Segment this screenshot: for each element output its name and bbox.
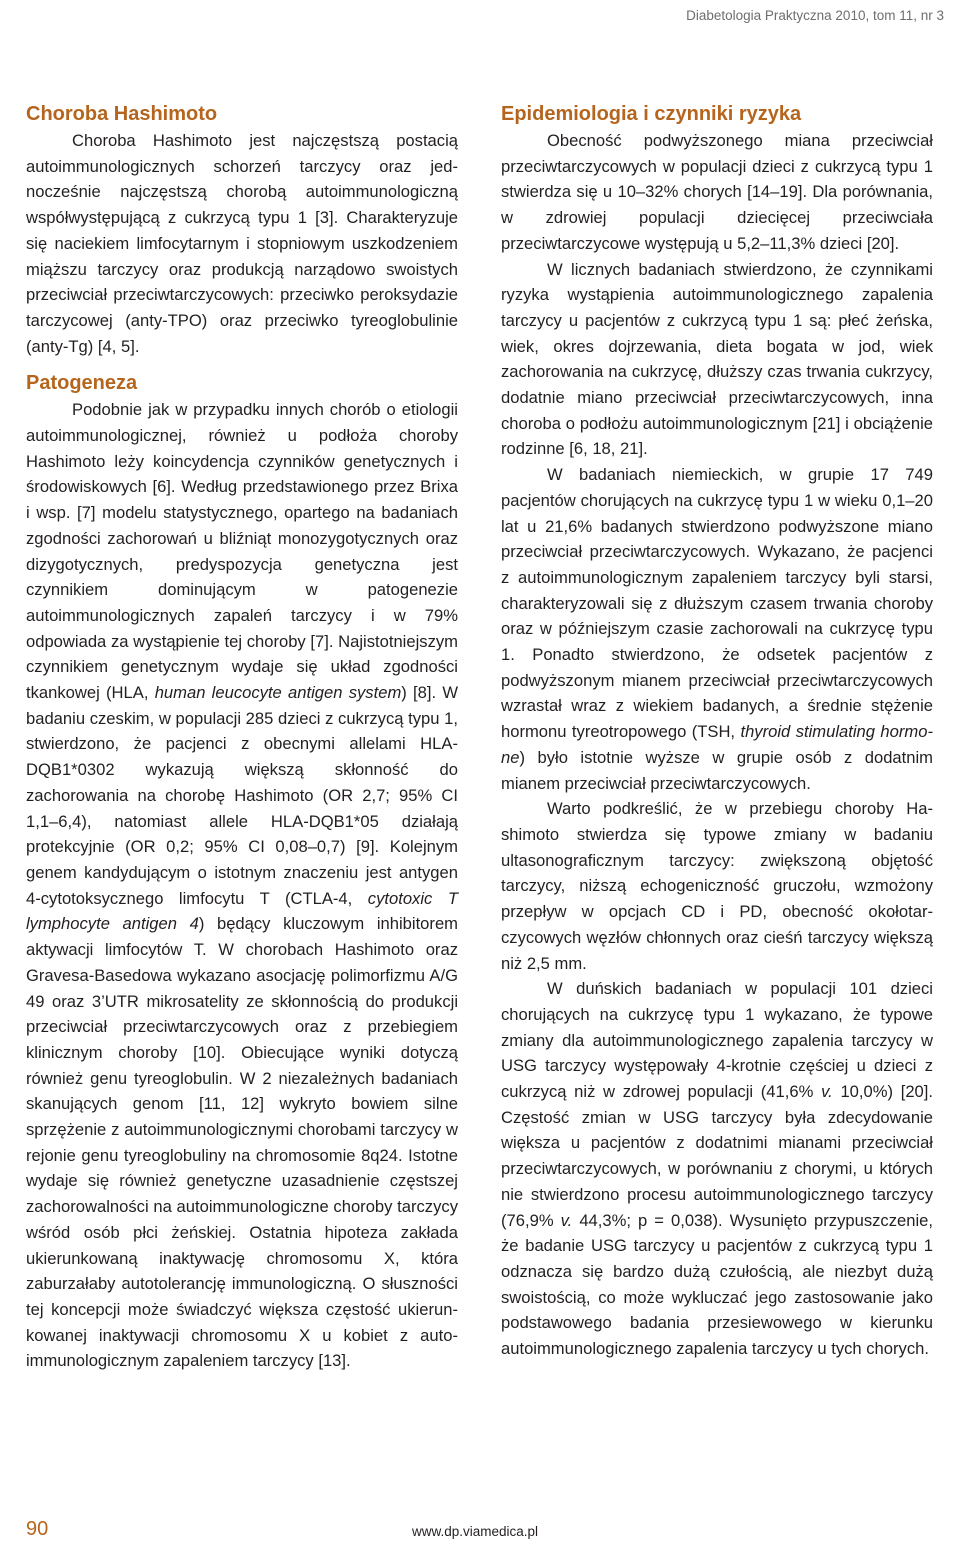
journal-url: www.dp.viamedica.pl [412, 1524, 539, 1539]
paragraph-danish-study [501, 976, 933, 1362]
page-number: 90 [26, 1518, 49, 1540]
paragraph-text: ) [8]. W badaniu czeskim, w populacji 285 dzieci z cukrzycą typu 1, stwierdzono, że pacjenci z obecnymi allelami HLA-DQB1*0302 wykazują większą skłonność do zachorowania na chorobę Hashimoto (OR 2,7; 95% CI 1,1–6,4), natomiast allele HLA-DQB1*05 działają protekcyjnie (OR 0,2; 95% CI 0,08–0,7) [9]. Kolejnym genem kandydującym o istotnym znaczeniu jest antygen 4-cytotoksycznego limfocytu T (CTLA-4, [26, 683, 458, 908]
paragraph-text: Choroba Hashimoto jest najczęstszą postacią autoimmunologicznych schorzeń tarczycy oraz jednocześnie najczęstszą chorobą autoimmunologiczną współwystępującą z cukrzycą typu 1 [3]. Charakteryzuje się naciekiem limfocytarnym i stopniowym uszkodzeniem miąższu tarczycy oraz produkcją narządowo swoistych przeciwciał przeciwtarczycowych: przeciwko peroksydazie tarczycowej (anty-TPO) oraz przeciwko tyreoglobulinie (anty-Tg) [4, 5]. [26, 131, 458, 356]
paragraph-text: ) było istotnie wyższe w grupie osób z dodatnim mianem przeciwciał przeciwtarczycowych. [501, 747, 933, 793]
section-heading-pathogenesis: Patogeneza [26, 372, 138, 395]
paragraph-text: W badaniach niemieckich, w grupie 17 749 pacjentów chorujących na cukrzycę typu 1 w wieku 0,1–20 lat u 21,6% badanych stwierdzono podwyższone miano przeciwciał przeciwtarczycowych. Wykazano, że pacjenci z autoimmunologicznym zapaleniem tarczycy byli starsi, charakteryzowali się z dłuższym czasem trwania choroby oraz w późniejszym czasie zachorowali na cukrzycę typu 1. Ponadto stwierdzono, że odsetek pacjentów z podwyższonym mianem przeciwciał przeciwtarczycowych wzrastał wraz z wiekiem badanych, a średnie stężenie hormonu tyreotropowego (TSH, [501, 465, 933, 742]
left-column [26, 100, 458, 1374]
paragraph-epidemiology-1 [501, 128, 933, 257]
paragraph-hashimoto-intro [26, 128, 458, 359]
italic-term: human leucocyte antigen system [154, 683, 402, 703]
right-column [501, 100, 933, 1362]
paragraph-pathogenesis [26, 397, 458, 1374]
italic-term: thyroid stimulating hormone [501, 722, 933, 767]
italic-term: v. [560, 1210, 573, 1230]
italic-term: v. [821, 1082, 833, 1102]
paragraph-text: Podobnie jak w przypadku innych chorób o etiologii autoimmunologicznej, również u podłoża choroby Hashimoto leży koincydencja czynników genetycznych i środowiskowych [6]. Według przedstawionego przez Brixa i wsp. [7] modelu statystycznego, opartego na badaniach zgodności zachorowań u bliźniąt monozygotycznych oraz dizygotycznych, predyspozycja genetyczna jest czynnikiem dominującym w patogenezie autoimmunologicznych zapaleń tarczycy i w 79% odpowiada za wystąpienie tej choroby [7]. Najistotniejszym czynnikiem genetycznym wydaje się układ zgodności tkankowej (HLA, [26, 400, 458, 703]
section-heading-hashimoto: Choroba Hashimoto [26, 103, 218, 125]
paragraph-ultrasound [501, 796, 933, 976]
paragraph-text: W duńskich badaniach w populacji 101 dzieci chorujących na cukrzycę typu 1 wykazano, że typowe zmiany dla autoimmunologicznego zapalenia tarczycy w USG tarczycy występowały 4-krotnie częściej u dzieci z cukrzycą niż w zdrowej populacji (41,6% [501, 979, 933, 1102]
paragraph-text: 10,0%) [20]. Częstość zmian w USG tarczycy była zdecydowanie większa u pacjentów z dodatnimi mianami przeciwciał przeciwtarczycowych, w porównaniu z chorymi, u których nie stwierdzono procesu autoimmunologicznego tarczycy (76,9% [501, 1082, 933, 1230]
paragraph-text: Obecność podwyższonego miana przeciwciał przeciwtarczycowych w populacji dzieci z cukrzycą typu 1 stwierdza się u 10–32% chorych [14–19]. Dla porównania, w zdrowiej populacji dziecięcej przeciwciała przeciwtarczycowe występują u 5,2–11,3% dzieci [20]. [501, 131, 933, 253]
section-heading-epidemiology: Epidemiologia i czynniki ryzyka [501, 103, 802, 125]
italic-term: cytotoxic T lymphocyte antigen 4 [26, 888, 458, 934]
paragraph-german-study [501, 462, 933, 796]
paragraph-text: Warto podkreślić, że w przebiegu choroby Hashimoto stwierdza się typowe zmiany w badaniu ultasonograficznym tarczycy: zwiększoną objętość tarczycy, niższą echogeniczność gruczołu, wzmożony przepływ w opcjach CD i PD, obecność okołotarczycowych węzłów chłonnych oraz cieśń tarczycy większą niż 2,5 mm. [501, 799, 933, 973]
paragraph-text: 44,3%; p = 0,038). Wysunięto przypuszczenie, że badanie USG tarczycy u pacjentów z cukrzycą typu 1 odznacza się bardzo dużą czułością, ale niezbyt dużą swoistością, co może wykluczać jego zastosowanie jako podstawowego badania przesiewowego w kierunku autoimmunologicznego zapalenia tarczycy u tych chorych. [501, 1210, 934, 1359]
paragraph-text: ) będący kluczowym inhibitorem aktywacji limfocytów T. W chorobach Hashimoto oraz Gravesa-Basedowa wykazano asocjację polimorfizmu A/G 49 oraz 3’UTR mikrosatelity ze skłonnością do produkcji przeciwciał przeciwtarczycowych oraz z przebiegiem klinicznym choroby [10]. Obiecujące wyniki dotyczą również genu tyreoglobulin. W 2 niezależnych badaniach skanujących genom [11, 12] wykryto bowiem silne sprzężenie z autoimmunologicznymi chorobami tarczycy w rejonie genu tyreoglobuliny na chromosomie 8q24. Istotne wydaje się również genetyczne uzasadnienie częstszej zachorowalności na autoimmunologiczne choroby tarczycy wśród osób płci żeńskiej. Ostatnia hipoteza zakłada ukierunkowaną inaktywację chromosomu X, która zaburzałaby autotolerancję immunologiczną. O słuszności tej koncepcji może świadczyć większa częstość ukierunkowanej inaktywacji chromosomu X u kobiet z autoimmunologicznym zapaleniem tarczycy [13]. [26, 914, 458, 1371]
paragraph-text: W licznych badaniach stwierdzono, że czynnikami ryzyka wystąpienia autoimmunologicznego zapalenia tarczycy u pacjentów z cukrzycą typu 1 są: płeć żeńska, wiek, okres dojrzewania, dieta bogata w jod, wiek zachorowania na cukrzycę, dłuższy czas trwania cukrzycy, dodatnie miano przeciwciał przeciwtarczycowych, inna choroba o podłożu autoimmunologicznym [21] i obciążenie rodzinne [6, 18, 21]. [501, 259, 933, 459]
paragraph-risk-factors [501, 257, 933, 463]
running-head: Diabetologia Praktyczna 2010, tom 11, nr 3 [686, 8, 944, 23]
